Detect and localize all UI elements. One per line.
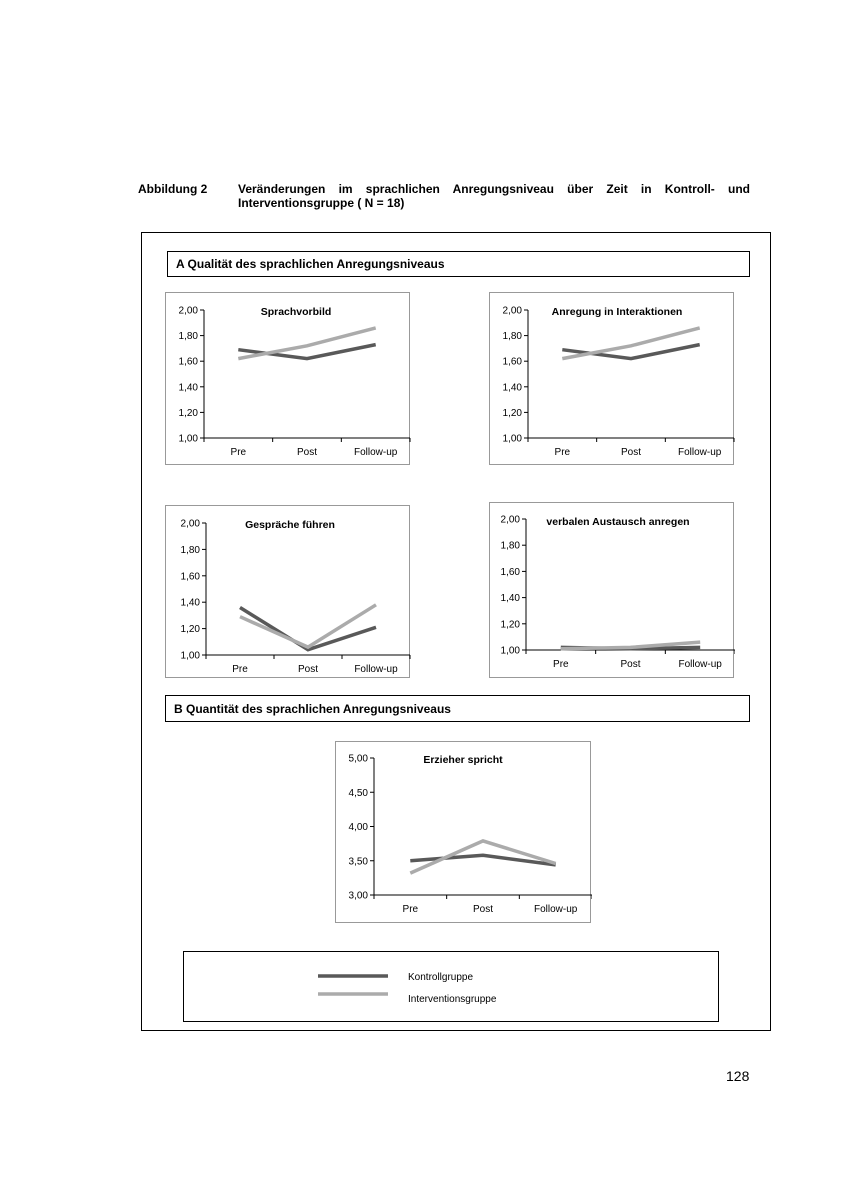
erzieher-y-tick-label: 5,00 [348,753,368,765]
gespraeche-title: Gespräche führen [245,519,335,531]
sprachvorbild-y-tick-label: 1,80 [178,331,198,343]
erzieher-x-tick-label: Pre [402,904,419,915]
erzieher-y-tick-label: 4,50 [348,787,368,799]
anregung-title: Anregung in Interaktionen [551,306,683,318]
sprachvorbild-series-intervention-line [238,328,375,359]
anregung-y-tick-label: 1,00 [502,433,522,445]
gespraeche-x-tick-label: Follow-up [354,664,398,675]
section-b-title: B Quantität des sprachlichen Anregungsniveaus [165,695,750,722]
section-a-title: A Qualität des sprachlichen Anregungsniveaus [167,251,750,277]
sprachvorbild-title: Sprachvorbild [260,306,332,318]
erzieher-x-tick-label: Follow-up [533,904,578,915]
anregung-y-tick-label: 2,00 [502,305,522,317]
verbalen-title: verbalen Austausch anregen [546,516,690,528]
verbalen-y-tick-label: 1,40 [500,593,520,605]
gespraeche-x-tick-label: Pre [232,664,248,675]
gespraeche-series-intervention-line [240,605,376,647]
gespraeche-y-tick-label: 1,20 [180,624,200,636]
gespraeche-y-tick-label: 1,40 [180,597,200,609]
erzieher-x-tick-label: Post [472,904,494,915]
chart-anregung-svg [490,293,735,466]
gespraeche-y-tick-label: 1,80 [180,544,200,556]
sprachvorbild-y-tick-label: 1,40 [178,382,198,394]
page-number: 128 [726,1068,750,1084]
figure-caption-label: Abbildung 2 [138,182,208,196]
anregung-y-tick-label: 1,60 [502,356,522,368]
legend-intervention-label: Interventionsgruppe [408,994,497,1005]
figure-caption-line1: Veränderungen im sprachlichen Anregungsniveau über Zeit in Kontroll- und [238,182,750,196]
chart-gespraeche-fuehren [165,505,410,678]
anregung-x-tick-label: Pre [554,447,571,458]
anregung-x-tick-label: Follow-up [677,447,722,458]
verbalen-x-tick-label: Post [620,659,641,670]
sprachvorbild-y-tick-label: 2,00 [178,305,198,317]
anregung-y-tick-label: 1,20 [502,407,522,419]
chart-erzieher-svg [336,742,592,924]
chart-gespraeche-svg [166,506,411,679]
gespraeche-series-kontroll-line [240,608,376,650]
chart-verbalen-svg [490,503,735,679]
gespraeche-y-tick-label: 1,00 [180,650,200,662]
verbalen-y-tick-label: 1,60 [500,566,520,578]
legend [183,951,719,1022]
erzieher-y-tick-label: 3,00 [348,890,368,902]
chart-sprachvorbild-svg [166,293,411,466]
chart-sprachvorbild [165,292,410,465]
verbalen-y-tick-label: 1,80 [500,540,520,552]
anregung-series-intervention-line [562,328,699,359]
anregung-y-tick-label: 1,40 [502,382,522,394]
gespraeche-y-tick-label: 1,60 [180,571,200,583]
figure-caption-line2: Interventionsgruppe ( N = 18) [238,196,405,210]
chart-erzieher-spricht [335,741,591,923]
erzieher-y-tick-label: 3,50 [348,856,368,868]
sprachvorbild-y-tick-label: 1,60 [178,356,198,368]
verbalen-x-tick-label: Follow-up [678,659,722,670]
chart-verbalen-austausch [489,502,734,678]
sprachvorbild-y-tick-label: 1,00 [178,433,198,445]
verbalen-y-tick-label: 1,20 [500,619,520,631]
verbalen-x-tick-label: Pre [553,659,569,670]
verbalen-y-tick-label: 1,00 [500,645,520,657]
anregung-y-tick-label: 1,80 [502,331,522,343]
sprachvorbild-x-tick-label: Follow-up [353,447,398,458]
chart-anregung-in-interaktionen [489,292,734,465]
sprachvorbild-y-tick-label: 1,20 [178,407,198,419]
verbalen-y-tick-label: 2,00 [500,514,520,526]
erzieher-y-tick-label: 4,00 [348,822,368,833]
gespraeche-y-tick-label: 2,00 [180,518,200,530]
legend-kontroll-label: Kontrollgruppe [408,972,474,983]
gespraeche-x-tick-label: Post [297,664,319,675]
sprachvorbild-x-tick-label: Pre [230,447,247,458]
anregung-x-tick-label: Post [620,447,642,458]
sprachvorbild-x-tick-label: Post [296,447,318,458]
erzieher-title: Erzieher spricht [423,754,503,766]
